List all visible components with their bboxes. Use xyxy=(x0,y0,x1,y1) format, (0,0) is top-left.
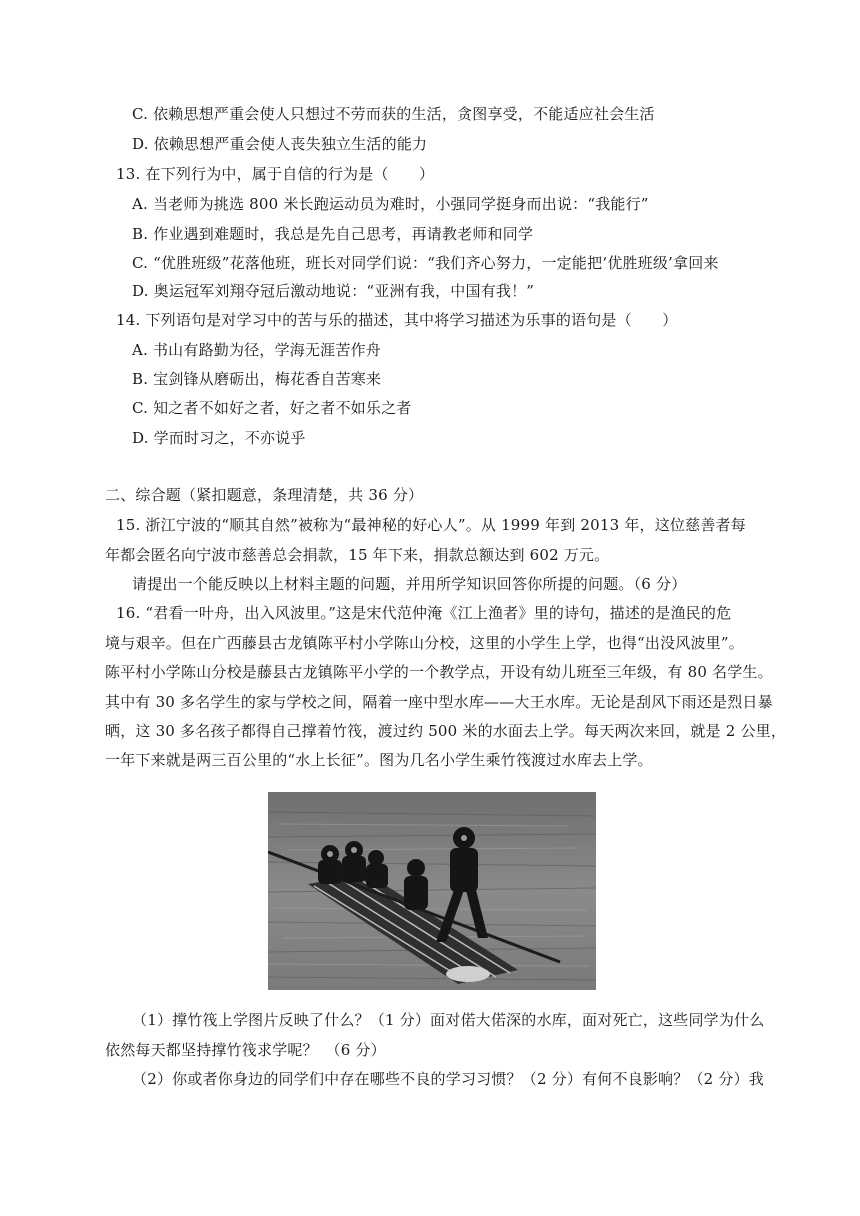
q16-line-6: 一年下来就是两三百公里的“水上长征”。图为几名小学生乘竹筏渡过水库去上学。 xyxy=(105,751,653,769)
q13-option-a: A. 当老师为挑选 800 米长跑运动员为难时，小强同学挺身而出说：“我能行” xyxy=(132,195,649,213)
q12-option-d: D. 依赖思想严重会使人丧失独立生活的能力 xyxy=(132,135,428,153)
q15-line-3: 请提出一个能反映以上材料主题的问题，并用所学知识回答你所提的问题。（6 分） xyxy=(132,575,687,593)
q13-option-c: C. “优胜班级”花落他班，班长对同学们说：“我们齐心努力，一定能把‘优胜班级’拿回来 xyxy=(132,254,719,272)
q14-option-b: B. 宝剑锋从磨砺出，梅花香自苦寒来 xyxy=(132,370,382,388)
q13-stem: 13. 在下列行为中，属于自信的行为是（ ） xyxy=(116,165,435,183)
q14-option-c: C. 知之者不如好之者，好之者不如乐之者 xyxy=(132,399,412,417)
section-2-heading: 二、综合题（紧扣题意，条理清楚，共 36 分） xyxy=(105,486,424,504)
q14-stem: 14. 下列语句是对学习中的苦与乐的描述，其中将学习描述为乐事的语句是（ ） xyxy=(116,311,678,329)
q16-line-5: 晒，这 30 多名孩子都得自己撑着竹筏，渡过约 500 米的水面去上学。每天两次来回，就是 2 公里， xyxy=(105,722,787,740)
q16-sub2-line-1: （2）你或者你身边的同学们中存在哪些不良的学习习惯？（2 分）有何不良影响？（2 分）我 xyxy=(132,1070,764,1088)
q16-line-2: 境与艰辛。但在广西藤县古龙镇陈平村小学陈山分校，这里的小学生上学，也得“出没风波里”。 xyxy=(105,634,744,652)
q12-option-c: C. 依赖思想严重会使人只想过不劳而获的生活，贪图享受，不能适应社会生活 xyxy=(132,105,655,123)
q15-line-1: 15. 浙江宁波的“顺其自然”被称为“最神秘的好心人”。从 1999 年到 2013 年，这位慈善者每 xyxy=(116,516,746,534)
q14-option-a: A. 书山有路勤为径，学海无涯苦作舟 xyxy=(132,341,381,359)
q16-line-1: 16. “君看一叶舟，出入风波里。”这是宋代范仲淹《江上渔者》里的诗句，描述的是渔民的危 xyxy=(116,604,732,622)
q15-line-2: 年都会匿名向宁波市慈善总会捐款，15 年下来，捐款总额达到 602 万元。 xyxy=(105,546,610,564)
q13-option-d: D. 奥运冠军刘翔夺冠后激动地说：“亚洲有我，中国有我！” xyxy=(132,282,535,300)
bamboo-raft-photo xyxy=(268,792,596,990)
bamboo-raft-photo-image xyxy=(268,792,596,990)
q16-sub1-line-2: 依然每天都坚持撑竹筏求学呢？ （6 分） xyxy=(105,1041,386,1059)
q16-line-4: 其中有 30 多名学生的家与学校之间，隔着一座中型水库——大王水库。无论是刮风下雨还是烈日暴 xyxy=(105,693,773,711)
q16-sub1-line-1: （1）撑竹筏上学图片反映了什么？（1 分）面对偌大偌深的水库，面对死亡，这些同学为什么 xyxy=(132,1011,765,1029)
q14-option-d: D. 学而时习之，不亦说乎 xyxy=(132,429,306,447)
q13-option-b: B. 作业遇到难题时，我总是先自己思考，再请教老师和同学 xyxy=(132,225,534,243)
q16-line-3: 陈平村小学陈山分校是藤县古龙镇陈平小学的一个教学点，开设有幼儿班至三年级，有 80 名学生。 xyxy=(105,663,773,681)
